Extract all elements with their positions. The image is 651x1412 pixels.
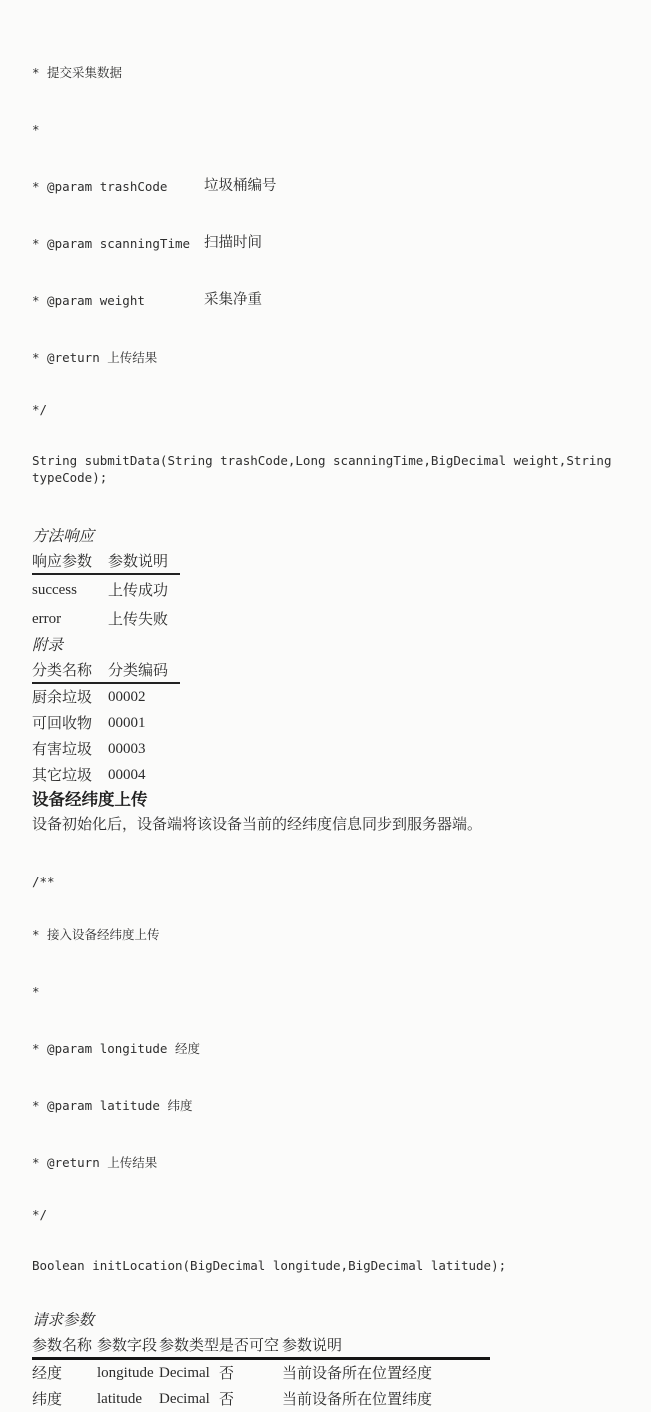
table-cell: latitude (97, 1391, 142, 1407)
table-cell: success (32, 582, 77, 598)
table-cell: 纬度 (32, 1391, 63, 1408)
comment-text: */ (32, 402, 48, 417)
category-table (32, 660, 180, 788)
table-cell: 其它垃圾 (32, 767, 93, 784)
comment-line (32, 926, 631, 943)
section-heading-method-response: 方法响应 (32, 528, 95, 545)
param-description: 垃圾桶编号 (204, 178, 277, 194)
table-header-row (32, 660, 180, 683)
table-row (32, 574, 180, 604)
return-text: * @return 上传结果 (32, 1155, 158, 1170)
table-cell: 00003 (108, 741, 146, 757)
table-cell: 上传失败 (108, 611, 169, 628)
column-header: 分类名称 (32, 660, 108, 683)
param-code: * @param latitude 纬度 (32, 1098, 193, 1113)
param-code: * @param scanningTime (32, 236, 191, 251)
column-header: 是否可空 (219, 1335, 282, 1359)
table-row (32, 736, 180, 762)
comment-text: */ (32, 1207, 48, 1222)
column-header: 分类编码 (108, 660, 180, 683)
comment-text: /** (32, 874, 55, 889)
javadoc-comment-block-1 (32, 30, 631, 520)
param-description: 扫描时间 (204, 235, 262, 251)
comment-line-param (32, 1040, 631, 1057)
table-cell: Decimal (159, 1365, 210, 1381)
section-heading-request-params: 请求参数 (32, 1312, 95, 1329)
comment-line-param (32, 1097, 631, 1114)
table-cell: error (32, 611, 62, 627)
param-code: * @param longitude 经度 (32, 1041, 200, 1056)
method-signature-initlocation: Boolean initLocation(BigDecimal longitude,BigDecimal latitude); (32, 1258, 507, 1273)
return-text: * @return 上传结果 (32, 350, 158, 365)
comment-close (32, 1206, 631, 1223)
section-heading-device-location: 设备经纬度上传 (32, 791, 148, 809)
table-cell: 经度 (32, 1365, 63, 1382)
table-row (32, 604, 180, 633)
comment-line (32, 983, 631, 1000)
response-table (32, 551, 180, 633)
comment-text: * (32, 122, 40, 137)
column-header: 参数字段 (97, 1335, 159, 1359)
table-cell: 上传成功 (108, 582, 169, 599)
column-header: 参数名称 (32, 1335, 97, 1359)
table-row (32, 683, 180, 710)
table-cell: 00002 (108, 689, 146, 705)
table-row (32, 1386, 490, 1412)
column-header: 参数说明 (282, 1335, 490, 1359)
section-heading-appendix: 附录 (32, 637, 64, 654)
table-cell: 否 (219, 1391, 235, 1408)
comment-line-return (32, 1154, 631, 1171)
table-header-row (32, 1335, 490, 1359)
device-location-description: 设备初始化后，设备端将该设备当前的经纬度信息同步到服务器端。 (32, 816, 483, 833)
params-table (32, 1335, 490, 1412)
comment-close (32, 401, 631, 418)
method-signature-submitdata: String submitData(String trashCode,Long scanningTime,BigDecimal weight,String typeCode); (32, 453, 620, 485)
param-description: 采集净重 (204, 292, 262, 308)
table-cell: longitude (97, 1365, 154, 1381)
param-code: * @param trashCode (32, 179, 168, 194)
comment-open (32, 873, 631, 890)
comment-line-param (32, 235, 631, 252)
table-row (32, 710, 180, 736)
column-header: 参数说明 (108, 551, 180, 574)
table-cell: Decimal (159, 1391, 210, 1407)
column-header: 响应参数 (32, 551, 108, 574)
table-cell: 当前设备所在位置纬度 (282, 1391, 433, 1408)
comment-line-param (32, 292, 631, 309)
table-cell: 可回收物 (32, 715, 93, 732)
table-cell: 厨余垃圾 (32, 689, 93, 706)
table-cell: 00001 (108, 715, 146, 731)
comment-text: * (32, 984, 40, 999)
table-cell: 否 (219, 1365, 235, 1382)
comment-text: * 提交采集数据 (32, 65, 123, 80)
column-header: 参数类型 (159, 1335, 219, 1359)
comment-line-return (32, 349, 631, 366)
comment-line (32, 121, 631, 138)
table-row (32, 762, 180, 788)
table-cell: 当前设备所在位置经度 (282, 1365, 433, 1382)
comment-text: * 接入设备经纬度上传 (32, 927, 160, 942)
table-row (32, 1359, 490, 1387)
table-cell: 00004 (108, 767, 146, 783)
comment-line (32, 64, 631, 81)
comment-line-param (32, 178, 631, 195)
param-code: * @param weight (32, 293, 145, 308)
javadoc-comment-block-2 (32, 839, 631, 1308)
table-header-row (32, 551, 180, 574)
table-cell: 有害垃圾 (32, 741, 93, 758)
